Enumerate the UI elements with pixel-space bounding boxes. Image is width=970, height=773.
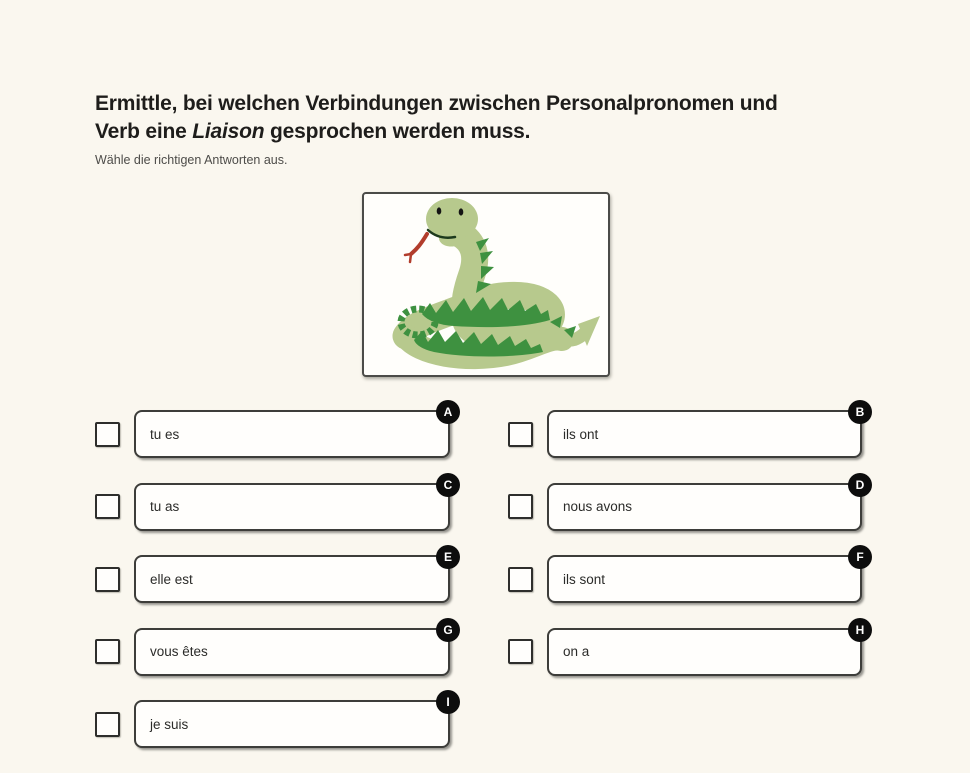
answer-option-e[interactable] (134, 550, 452, 603)
answer-label: on a (563, 644, 590, 659)
answer-letter-badge: D (848, 473, 872, 497)
answer-letter-badge: G (436, 618, 460, 642)
answer-letter-badge: A (436, 400, 460, 424)
exercise-image-card (362, 192, 610, 377)
answer-label: tu as (150, 499, 180, 514)
answer-checkbox-e[interactable] (95, 567, 120, 592)
task-title-line1: Ermittle, bei welchen Verbindungen zwischen Personalpronomen und (95, 92, 778, 115)
answer-option-i[interactable] (134, 695, 450, 748)
answer-option-b[interactable] (547, 405, 865, 458)
answer-checkbox-f[interactable] (508, 567, 533, 592)
answer-row-b (508, 405, 865, 458)
answer-letter-badge: E (436, 545, 460, 569)
answer-row-c (95, 477, 453, 531)
task-title-line2-pre: Verb eine (95, 120, 193, 143)
answer-checkbox-i[interactable] (95, 712, 120, 737)
answer-row-d (508, 477, 865, 531)
answer-label: elle est (150, 571, 193, 587)
answer-row-h (508, 622, 865, 676)
answer-option-c[interactable] (134, 477, 453, 531)
answer-label: tu es (150, 426, 180, 442)
task-title-line2 (95, 118, 895, 146)
answer-option-g[interactable] (134, 622, 453, 676)
answer-checkbox-b[interactable] (508, 422, 533, 447)
snake-eye-right (459, 208, 464, 215)
task-title-line2-post: gesprochen werden muss. (264, 120, 531, 143)
answer-letter-badge: B (848, 400, 872, 424)
task-title-term-liaison: Liaison (192, 120, 265, 143)
answer-label: ils sont (563, 571, 606, 587)
answer-letter-badge: H (848, 618, 872, 642)
answer-option-h[interactable] (547, 622, 865, 676)
answer-row-i (95, 695, 450, 748)
answer-label: je suis (150, 716, 189, 732)
answers-column-right (508, 405, 865, 700)
answer-row-a (95, 405, 453, 458)
snake-tongue (405, 234, 427, 262)
answer-label: nous avons (563, 499, 633, 514)
answer-option-d[interactable] (547, 477, 865, 531)
answer-checkbox-d[interactable] (508, 494, 533, 519)
answer-label: vous êtes (150, 644, 208, 659)
answer-checkbox-c[interactable] (95, 494, 120, 519)
answer-checkbox-g[interactable] (95, 639, 120, 664)
answer-checkbox-h[interactable] (508, 639, 533, 664)
instruction-text: Wähle die richtigen Antworten aus. (95, 153, 288, 167)
answer-row-g (95, 622, 453, 676)
answer-checkbox-a[interactable] (95, 422, 120, 447)
task-title (95, 90, 895, 146)
answer-letter-badge: F (848, 545, 872, 569)
answers-column-left (95, 405, 453, 773)
answer-option-f[interactable] (547, 550, 864, 603)
answer-letter-badge: I (436, 690, 460, 714)
answer-row-f (508, 550, 864, 603)
answer-option-a[interactable] (134, 405, 453, 458)
snake-eye-left (437, 207, 442, 214)
answer-row-e (95, 550, 452, 603)
answer-label: ils ont (563, 426, 599, 442)
snake-illustration (364, 194, 608, 375)
answer-letter-badge: C (436, 473, 460, 497)
